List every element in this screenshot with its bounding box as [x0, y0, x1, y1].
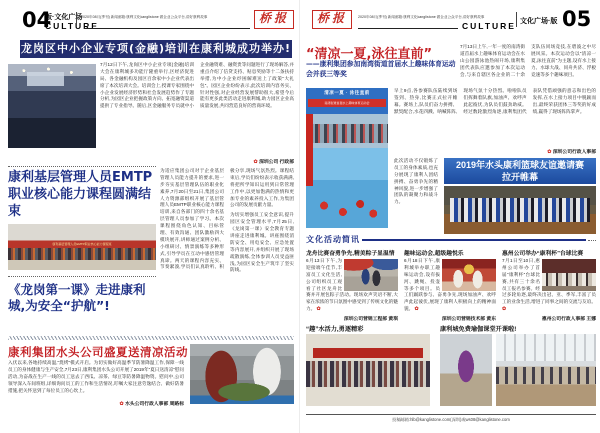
right-header-divider: [516, 12, 517, 27]
left-header-divider: [76, 12, 77, 27]
bottom-right-title: 康利城免费瑜伽课堂开课啦!: [440, 326, 517, 333]
divider-dotted: [8, 166, 156, 167]
right-section-en: CULTURE: [462, 21, 516, 31]
brief-1-signature: 深圳公司营销工程部 黄琪: [343, 317, 398, 322]
divider-hatched: [8, 336, 294, 340]
brief-1-body: 6月13日下午,为迎接端午佳节,丰富员工文化生活,公司组织员工观看了社区龙舟比赛并开展包粽子活动。现场欢声笑语不断,大家在浓浓的节日氛围中感受到了传统文化的魅力。: [306, 258, 398, 312]
cooling-article-title: 康利集团水头公司盛夏送清凉活动: [8, 345, 188, 359]
right-header-rule: [358, 28, 458, 29]
right-section-name: 文化广场·版: [520, 18, 558, 25]
training-article-body: 7月12日下午,龙岗区中小企业专项(金融)培训大会在康利城多功能厅隆重举行,区经济促进局、各金融机构及园区百余家中小企业代表出席了本次培训大会。培训会上,授课专家围绕中小企业发展经济形势和社会发展趋势作了专题分析,为园区企业把握政策方向、拓宽融资渠道提供了专业指导。随后,区金融服务专员就中小企业融资难、融资贵等问题进行了现场解答,并重点介绍了信贷支持、贴息奖励等十二条扶持举措,为中小企业纾困解难送上了政策“大礼包”。园区企业纷纷表示,此次培训内容务实、针对性强,对企业经营发展帮助很大,希望今后能有更多此类活动走进康利城,助力园区企业高质量发展,共同营造良好的营商环境。: [100, 62, 294, 109]
signature-text: 水头公司行政人事部 周路标: [125, 402, 184, 407]
right-masthead-logo: 桥报: [312, 10, 352, 29]
photo-banner-text: 清凉一夏 · 泳往直前: [324, 90, 370, 95]
left-main-headline: 龙岗区中小企业专项(金融)培训在康利城成功举办!: [20, 40, 292, 58]
left-masthead-logo: 桥报: [254, 10, 294, 29]
footer-contact: 投稿邮箱:hlb@kanglistone.com(深圳)或ws08@kanglistone.com: [392, 417, 510, 422]
brief-2-title: 趣味运动会,超级趣悦乐: [404, 251, 464, 257]
signature-text: 深圳公司 行政部: [259, 160, 294, 165]
brief-2-signature: 深圳公司营销技术部 黄东: [441, 317, 496, 322]
swim-article-body-a: 7月13日上午,一年一度的南湾街道首届水上趣味体育运动会在水山公园游泳池热闹开场,康利集团代表队应邀参加了本次运动会,与来自辖区各企业的二十余支队伍同场竞技,在碧波之中尽展风采。本次运动会以“清凉一夏,泳往直前”为主题,设有水上接力、水球大战、同舟共济、浮板竞速等多个趣味项目。: [460, 44, 596, 77]
cooling-article-signature: [8, 400, 184, 407]
crowd-area: [306, 114, 388, 148]
briefs-section-dots: [588, 240, 596, 241]
right-dateline: 2020年08月(季刊) 新闻邮箱:康利文化kanglistone 做企业公众平台,讲好康利故事: [358, 15, 485, 19]
emtp-article-title: 康利基层管理人员EMTP职业核心能力课程圆满结束: [8, 170, 153, 219]
brief-3-title: 惠州公司举办“康利杯”台球比赛: [502, 251, 584, 257]
article-end-icon: ✿: [253, 159, 258, 165]
left-dateline: 2020年08月(季刊) 新闻邮箱:康利文化kanglistone 做企业公众平台,讲好康利故事: [81, 15, 208, 19]
swim-article-signature: [500, 148, 596, 155]
left-section-name: 版·文化广场: [45, 14, 83, 21]
first-lesson-article-title: 《龙岗第一课》走进康利城,为安全“护航”!: [8, 282, 146, 314]
divider-dotted: [8, 276, 156, 277]
brief-2-body: 6月18日下午,康利城举办职工趣味运动会,设有拔河、跳绳、投壶等多个项目。员工们踊跃参与、奋勇争先,现场加油声、欢呼声此起彼伏,展现了康利人积极向上的精神面貌。: [404, 258, 496, 312]
swim-article-body-b: 早上9点,各参赛队伍陆续到场签到、热身,比赛正式拉开帷幕。赛场上,队员们奋力拼搏、默契配合,水花四溅、呐喊阵阵,现场气氛十分热烈。啦啦队员们挥舞着队旗,加油声、欢呼声此起彼伏,为队员们鼓劲助威。经过数轮激烈角逐,康利集团代表队凭借顽强的意志和出色的发挥,在水上接力项目中脱颖而出,最终荣获团体三等奖的好成绩,赢得了现场阵阵掌声。: [394, 88, 596, 114]
basketball-banner-title: 2019年水头康利篮球友谊邀请赛拉开帷幕: [444, 158, 596, 184]
first-lesson-article-body: 为切实增强员工安全意识,提升园区安全管理水平,7月25日,《龙岗第一课》安全教育专题讲座走进康利城。讲座围绕消防安全、用电安全、应急处置等内容展开,并组织开展了现场疏散演练,全体参训人员受益匪浅,为园区安全生产筑牢了坚实防线。: [230, 212, 294, 273]
basketball-team-photo: [444, 186, 596, 234]
middle-text-zone: [160, 168, 294, 332]
article-end-icon: ✿: [547, 149, 552, 155]
bottom-left-title: “趣”水活力,勇逐精彩: [306, 326, 364, 333]
photo-banner: [306, 88, 388, 114]
emtp-group-photo: [8, 224, 156, 270]
right-page: [300, 0, 600, 433]
office-group-photo: [306, 334, 430, 406]
billiards-group-photo: [542, 259, 596, 291]
red-banner: [306, 114, 313, 186]
article-end-icon: ✿: [502, 306, 507, 313]
training-conference-photo: [8, 64, 96, 148]
signature-text: 深圳公司行政人事部: [552, 150, 596, 155]
article-end-icon: ✿: [119, 401, 124, 407]
brief-3-signature: 惠州公司行政人事部 王娜: [541, 317, 596, 322]
briefs-section-rule: [362, 239, 586, 241]
left-page-number: 04: [22, 8, 52, 32]
brief-3-body-wrap: [502, 258, 596, 314]
brief-2-body-wrap: [404, 258, 496, 314]
yoga-photo-small: [440, 334, 492, 406]
yoga-photo-wide: [496, 334, 596, 406]
brief-1-title: 龙舟比赛奋勇争先,精美粽子显温情: [306, 251, 395, 257]
cooling-article-body: 入伏以来,各地持续高温,“烧烤”模式开启。为切实做好高温季节防暑降温工作,保障一线员工的身体健康与生产安全,7月23日,康利集团水头公司开展了2019年“夏日送清凉”慰问活动,为奋战在生产一线的员工送去了西瓜、凉茶、绿豆等防暑降温物资。慰问中,公司领导深入车间班组,详细询问员工的工作和生活情况,叮嘱大家注意劳逸结合、做好防暑措施,把关怀送到了每位员工的心坎上。: [8, 360, 184, 393]
briefs-section-title: 文化活动简讯: [306, 235, 360, 244]
footer-rule: [306, 414, 596, 415]
brief-3-body: 7月1日至10日,惠州公司举办了首届“康利杯”台球比赛,共有三十余名员工报名参赛。经过多轮角逐,最终决出冠、亚、季军,丰富了员工的业余生活,增进了同事之间的交流与友谊。: [502, 258, 596, 305]
left-section-en: CULTURE: [45, 21, 99, 31]
training-article-signature: [160, 158, 294, 165]
article-end-icon: ✿: [414, 306, 419, 313]
swim-article-subhead: ——康利集团参加南湾街道首届水上趣味体育运动会并获三等奖: [306, 60, 456, 78]
pool-water: [306, 148, 388, 228]
article-end-icon: ✿: [316, 306, 321, 313]
brief-1-body-wrap: [306, 258, 398, 314]
right-page-number: 05: [562, 7, 592, 31]
cooling-gift-photo: [190, 344, 294, 404]
funfair-photo: [442, 259, 496, 291]
swimming-event-photo: [306, 88, 388, 228]
left-header-rule: [84, 28, 250, 29]
emtp-article-body: 为适应集团公司对于企业基层管理人员能力提升的要求,进一步夯实基层管理队伍的职业化素养,7月20日至21日,集团公司人力资源部组织开展了基层管理人员EMTP职业核心能力课程培训,来自各部门的四十余名基层管理人员参加了学习。本次课程围绕角色认知、目标管理、有效沟通、团队激励四大模块展开,讲师通过案例分析、小组研讨、情景演练等多种形式,引导学员在互动中感悟管理真谛。两天的课程内容充实、节奏紧凑,学员们认真聆听、积极分享,现场气氛热烈。课程结束后,学员们纷纷表示收获满满,将把所学知识运用到日常管理工作中,以更加饱满的热情和更加专业的素养投入工作,为集团公司的发展贡献力量。: [160, 168, 294, 270]
photo-banner-subtext: 南湾街道首届水上趣味体育运动会: [308, 99, 386, 107]
swim-article-headline: “清凉一夏,泳往直前”: [306, 47, 433, 62]
dragonboat-photo: [344, 259, 398, 291]
swim-article-body-c: 此次活动不仅锻炼了员工的身体素质,也充分展现了康利人团结拼搏、奋勇争先的精神风貌,进一步增强了团队的凝聚力和战斗力。: [394, 158, 438, 205]
photo-banner-text: 康利基层管理人员EMTP职业核心能力课程班: [52, 241, 112, 246]
